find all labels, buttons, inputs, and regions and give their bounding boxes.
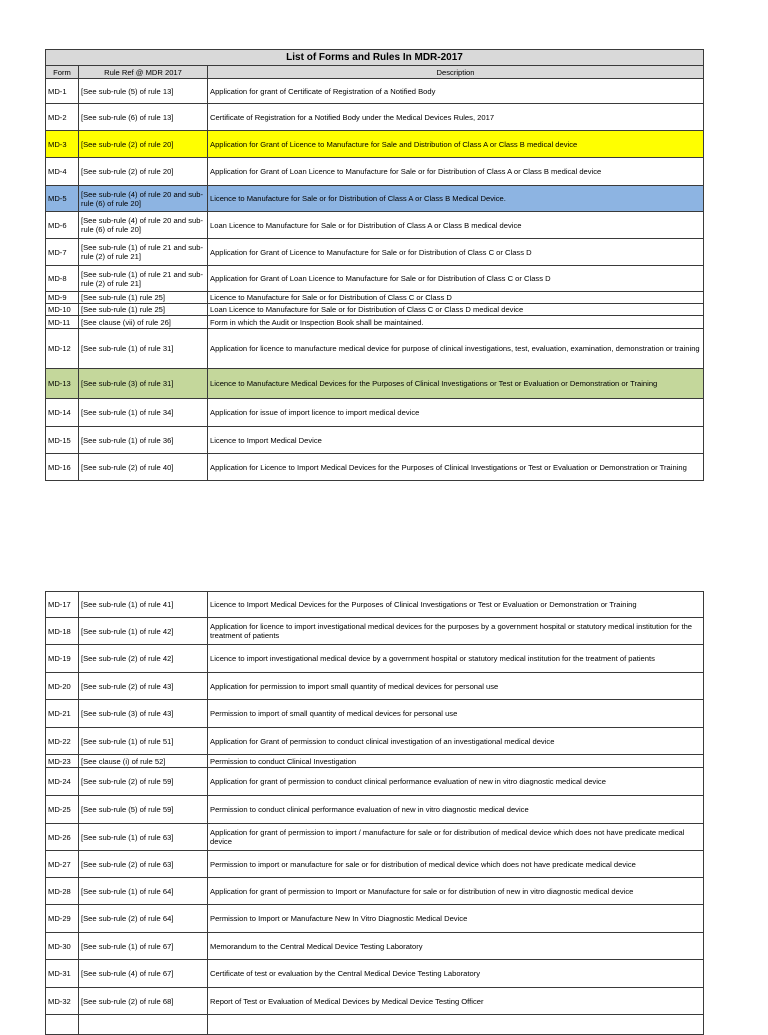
- rule-ref-cell: [See sub-rule (1) of rule 64]: [79, 878, 208, 905]
- description-cell: Loan Licence to Manufacture for Sale or for Distribution of Class A or Class B medical device: [208, 212, 704, 239]
- rule-ref-cell: [See sub-rule (1) of rule 21 and sub-rule (2) of rule 21]: [79, 239, 208, 266]
- form-cell: MD-8: [46, 266, 79, 292]
- form-cell: MD-4: [46, 158, 79, 186]
- header-form: Form: [46, 66, 79, 79]
- rule-ref-cell: [See sub-rule (1) rule 25]: [79, 304, 208, 316]
- rule-ref-cell: [See sub-rule (5) of rule 13]: [79, 79, 208, 104]
- description-cell: Application for permission to import small quantity of medical devices for personal use: [208, 673, 704, 700]
- rule-ref-cell: [See sub-rule (4) of rule 20 and sub-rule (6) of rule 20]: [79, 212, 208, 239]
- rule-ref-cell: [See sub-rule (2) of rule 63]: [79, 851, 208, 878]
- description-cell: Application for licence to import investigational medical devices for the purposes by a government hospital or statutory medical institution for the treatment of patients: [208, 618, 704, 645]
- table-row: [46, 645, 704, 673]
- rule-ref-cell: [See sub-rule (4) of rule 20 and sub-rule (6) of rule 20]: [79, 186, 208, 212]
- form-cell: MD-14: [46, 399, 79, 427]
- description-cell: Application for grant of permission to conduct clinical performance evaluation of new in vitro diagnostic medical device: [208, 768, 704, 796]
- table-row: [46, 1015, 704, 1035]
- rule-ref-cell: [See sub-rule (2) of rule 42]: [79, 645, 208, 673]
- rule-ref-cell: [See sub-rule (2) of rule 59]: [79, 768, 208, 796]
- table-body-1: [46, 79, 704, 481]
- description-cell: [208, 1015, 704, 1035]
- form-cell: MD-5: [46, 186, 79, 212]
- table-row: [46, 316, 704, 329]
- form-cell: [46, 1015, 79, 1035]
- description-cell: Permission to Import or Manufacture New In Vitro Diagnostic Medical Device: [208, 905, 704, 933]
- table-body-2: [46, 592, 704, 1035]
- form-cell: MD-17: [46, 592, 79, 618]
- form-cell: MD-15: [46, 427, 79, 454]
- description-cell: Application for grant of permission to Import or Manufacture for sale or for distribution of new in vitro diagnostic medical device: [208, 878, 704, 905]
- header-rule-ref: Rule Ref @ MDR 2017: [79, 66, 208, 79]
- description-cell: Permission to import or manufacture for sale or for distribution of medical device which does not have predicate medical device: [208, 851, 704, 878]
- rule-ref-cell: [See sub-rule (2) of rule 64]: [79, 905, 208, 933]
- table-row: [46, 851, 704, 878]
- form-cell: MD-26: [46, 824, 79, 851]
- rule-ref-cell: [79, 1015, 208, 1035]
- form-cell: MD-32: [46, 988, 79, 1015]
- description-cell: Permission to import of small quantity of medical devices for personal use: [208, 700, 704, 728]
- description-cell: Application for licence to manufacture medical device for purpose of clinical investigations, test, evaluation, examination, demonstration or training: [208, 329, 704, 369]
- rule-ref-cell: [See sub-rule (1) of rule 36]: [79, 427, 208, 454]
- form-cell: MD-1: [46, 79, 79, 104]
- description-cell: Licence to Import Medical Device: [208, 427, 704, 454]
- description-cell: Licence to import investigational medical device by a government hospital or statutory medical institution for the treatment of patients: [208, 645, 704, 673]
- description-cell: Permission to conduct clinical performance evaluation of new in vitro diagnostic medical device: [208, 796, 704, 824]
- form-cell: MD-9: [46, 292, 79, 304]
- table-row: [46, 329, 704, 369]
- table-row-highlighted: [46, 369, 704, 399]
- rule-ref-cell: [See sub-rule (2) of rule 40]: [79, 454, 208, 481]
- description-cell: Licence to Import Medical Devices for the Purposes of Clinical Investigations or Test or Evaluation or Demonstration or Training: [208, 592, 704, 618]
- rule-ref-cell: [See sub-rule (3) of rule 31]: [79, 369, 208, 399]
- form-cell: MD-12: [46, 329, 79, 369]
- form-cell: MD-19: [46, 645, 79, 673]
- form-cell: MD-18: [46, 618, 79, 645]
- form-cell: MD-24: [46, 768, 79, 796]
- rule-ref-cell: [See sub-rule (1) of rule 41]: [79, 592, 208, 618]
- table-row: [46, 728, 704, 755]
- form-cell: MD-31: [46, 960, 79, 988]
- description-cell: Form in which the Audit or Inspection Book shall be maintained.: [208, 316, 704, 329]
- description-cell: Application for issue of import licence to import medical device: [208, 399, 704, 427]
- table-row: [46, 104, 704, 131]
- rule-ref-cell: [See sub-rule (1) of rule 63]: [79, 824, 208, 851]
- table-row: [46, 960, 704, 988]
- forms-table-2: [45, 591, 704, 1035]
- form-cell: MD-7: [46, 239, 79, 266]
- table-row: [46, 878, 704, 905]
- rule-ref-cell: [See sub-rule (6) of rule 13]: [79, 104, 208, 131]
- table-row: [46, 454, 704, 481]
- table-row-highlighted: [46, 186, 704, 212]
- form-cell: MD-23: [46, 755, 79, 768]
- description-cell: Application for grant of Certificate of Registration of a Notified Body: [208, 79, 704, 104]
- table-row: [46, 266, 704, 292]
- rule-ref-cell: [See sub-rule (2) of rule 43]: [79, 673, 208, 700]
- rule-ref-cell: [See sub-rule (5) of rule 59]: [79, 796, 208, 824]
- description-cell: Application for grant of permission to import / manufacture for sale or for distribution of medical device which does not have predicate medical device: [208, 824, 704, 851]
- description-cell: Memorandum to the Central Medical Device Testing Laboratory: [208, 933, 704, 960]
- rule-ref-cell: [See sub-rule (1) of rule 42]: [79, 618, 208, 645]
- table-row: [46, 212, 704, 239]
- table-row: [46, 239, 704, 266]
- table-row: [46, 618, 704, 645]
- description-cell: Application for Licence to Import Medical Devices for the Purposes of Clinical Investigations or Test or Evaluation or Demonstration or Training: [208, 454, 704, 481]
- table-row: [46, 755, 704, 768]
- form-cell: MD-21: [46, 700, 79, 728]
- rule-ref-cell: [See sub-rule (4) of rule 67]: [79, 960, 208, 988]
- form-cell: MD-30: [46, 933, 79, 960]
- form-cell: MD-29: [46, 905, 79, 933]
- description-cell: Certificate of test or evaluation by the Central Medical Device Testing Laboratory: [208, 960, 704, 988]
- table-row: [46, 673, 704, 700]
- form-cell: MD-27: [46, 851, 79, 878]
- table-row: [46, 905, 704, 933]
- description-cell: Licence to Manufacture for Sale or for Distribution of Class A or Class B Medical Device.: [208, 186, 704, 212]
- table-row: [46, 304, 704, 316]
- rule-ref-cell: [See sub-rule (1) of rule 21 and sub-rule (2) of rule 21]: [79, 266, 208, 292]
- form-cell: MD-3: [46, 131, 79, 158]
- form-cell: MD-16: [46, 454, 79, 481]
- rule-ref-cell: [See clause (i) of rule 52]: [79, 755, 208, 768]
- table-title: List of Forms and Rules In MDR-2017: [46, 50, 704, 66]
- table-row: [46, 427, 704, 454]
- rule-ref-cell: [See sub-rule (3) of rule 43]: [79, 700, 208, 728]
- table-row: [46, 592, 704, 618]
- rule-ref-cell: [See clause (vii) of rule 26]: [79, 316, 208, 329]
- rule-ref-cell: [See sub-rule (1) rule 25]: [79, 292, 208, 304]
- form-cell: MD-6: [46, 212, 79, 239]
- table-row: [46, 292, 704, 304]
- description-cell: Licence to Manufacture Medical Devices for the Purposes of Clinical Investigations or Test or Evaluation or Demonstration or Training: [208, 369, 704, 399]
- rule-ref-cell: [See sub-rule (1) of rule 51]: [79, 728, 208, 755]
- table-row-highlighted: [46, 131, 704, 158]
- rule-ref-cell: [See sub-rule (1) of rule 31]: [79, 329, 208, 369]
- description-cell: Permission to conduct Clinical Investigation: [208, 755, 704, 768]
- table-row: [46, 768, 704, 796]
- forms-table-1: [45, 49, 704, 481]
- description-cell: Application for Grant of Loan Licence to Manufacture for Sale or for Distribution of Class A or Class B medical device: [208, 158, 704, 186]
- table-row: [46, 158, 704, 186]
- table-row: [46, 79, 704, 104]
- form-cell: MD-11: [46, 316, 79, 329]
- form-cell: MD-20: [46, 673, 79, 700]
- description-cell: Loan Licence to Manufacture for Sale or for Distribution of Class C or Class D medical device: [208, 304, 704, 316]
- form-cell: MD-25: [46, 796, 79, 824]
- table-row: [46, 988, 704, 1015]
- form-cell: MD-10: [46, 304, 79, 316]
- form-cell: MD-28: [46, 878, 79, 905]
- description-cell: Application for Grant of Loan Licence to Manufacture for Sale or for Distribution of Class C or Class D: [208, 266, 704, 292]
- table-row: [46, 796, 704, 824]
- table-row: [46, 933, 704, 960]
- description-cell: Application for Grant of Licence to Manufacture for Sale or for Distribution of Class C or Class D: [208, 239, 704, 266]
- description-cell: Report of Test or Evaluation of Medical Devices by Medical Device Testing Officer: [208, 988, 704, 1015]
- table-row: [46, 824, 704, 851]
- form-cell: MD-2: [46, 104, 79, 131]
- table-row: [46, 700, 704, 728]
- table-row: [46, 399, 704, 427]
- rule-ref-cell: [See sub-rule (1) of rule 67]: [79, 933, 208, 960]
- rule-ref-cell: [See sub-rule (1) of rule 34]: [79, 399, 208, 427]
- rule-ref-cell: [See sub-rule (2) of rule 20]: [79, 131, 208, 158]
- rule-ref-cell: [See sub-rule (2) of rule 20]: [79, 158, 208, 186]
- description-cell: Certificate of Registration for a Notified Body under the Medical Devices Rules, 2017: [208, 104, 704, 131]
- form-cell: MD-13: [46, 369, 79, 399]
- description-cell: Application for Grant of permission to conduct clinical investigation of an investigational medical device: [208, 728, 704, 755]
- rule-ref-cell: [See sub-rule (2) of rule 68]: [79, 988, 208, 1015]
- description-cell: Application for Grant of Licence to Manufacture for Sale and Distribution of Class A or Class B medical device: [208, 131, 704, 158]
- description-cell: Licence to Manufacture for Sale or for Distribution of Class C or Class D: [208, 292, 704, 304]
- form-cell: MD-22: [46, 728, 79, 755]
- header-description: Description: [208, 66, 704, 79]
